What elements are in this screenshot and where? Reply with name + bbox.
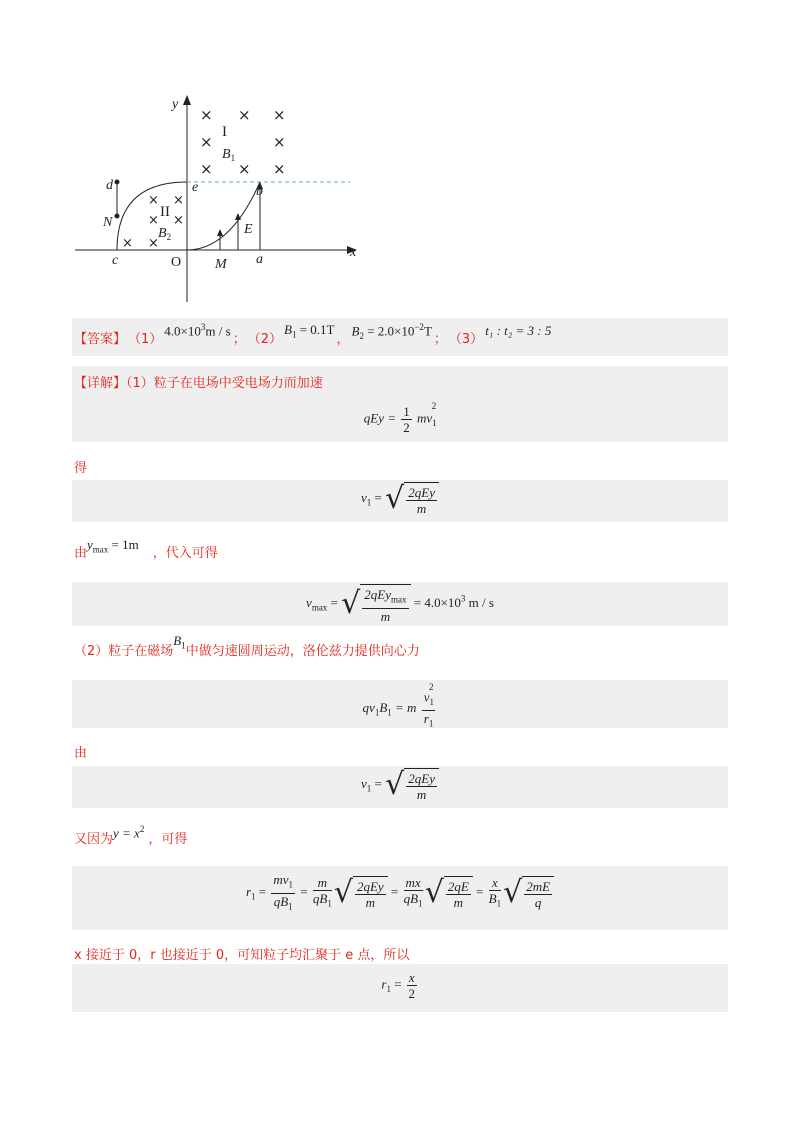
detail-text-2b: 中做匀速圆周运动，洛伦兹力提供向心力 bbox=[185, 644, 420, 659]
detail-line3: x 接近于 0，r 也接近于 0，可知粒子均汇聚于 e 点，所以 bbox=[74, 948, 410, 963]
eq-vmax: $v_{max}$ = √ $\frac{2qEy_{max}}{m}$ = $4.0\times 10^3$ m / s bbox=[306, 585, 494, 624]
detail-label: 【详解】 bbox=[74, 376, 127, 391]
eq-velocity-2: $v_1$ = √ $\frac{\text{2qEy}}{m}$ bbox=[72, 768, 728, 802]
text-dairu: ，代入可得 bbox=[152, 546, 218, 561]
detail-text-1: （1）粒子在电场中受电场力而加速 bbox=[126, 376, 323, 391]
answer-label: 【答案】 bbox=[74, 331, 127, 347]
answer-sep1: ； bbox=[232, 331, 246, 347]
cross-mark: × bbox=[148, 213, 159, 228]
text-de: 得 bbox=[74, 461, 88, 476]
cross-mark: × bbox=[238, 106, 251, 124]
label-x: x bbox=[350, 245, 357, 260]
label-M: M bbox=[215, 257, 227, 272]
cross-mark: × bbox=[273, 106, 286, 124]
cross-mark: × bbox=[122, 236, 133, 251]
text-kede: ，可得 bbox=[148, 832, 188, 847]
yx-expr: $y = x^2$ bbox=[113, 823, 145, 840]
label-c: c bbox=[112, 253, 119, 268]
answer-b2: $B_2 = 2.0\times 10^{-2}T$ bbox=[351, 321, 432, 341]
label-a: a bbox=[256, 252, 263, 267]
answer-part2: （2） bbox=[247, 331, 282, 347]
cross-mark: × bbox=[173, 193, 184, 208]
answer-velocity: $4.0\times 10^3m / s$ bbox=[164, 322, 231, 339]
eq-lorentz: $qv_1B_1 = m$ $\frac{v_1^2}{r_1}$ bbox=[362, 682, 434, 729]
physics-figure bbox=[60, 90, 380, 310]
point-d bbox=[115, 180, 120, 185]
cross-mark: × bbox=[200, 133, 213, 151]
label-e: e bbox=[192, 180, 199, 195]
answer-comma: ， bbox=[336, 331, 350, 347]
label-origin: O bbox=[171, 255, 182, 270]
answer-part1: （1） bbox=[128, 331, 163, 347]
answer-part3: （3） bbox=[448, 331, 484, 347]
text-you: 由 bbox=[74, 546, 88, 561]
cross-mark: × bbox=[238, 160, 251, 178]
eq-velocity: $v_1$ = √ $\frac{\text{2qEy}}{m}$ bbox=[72, 482, 728, 516]
label-b: b bbox=[256, 184, 263, 199]
answer-row bbox=[74, 321, 552, 350]
cross-mark: × bbox=[273, 133, 286, 151]
cross-mark: × bbox=[273, 160, 286, 178]
label-N: N bbox=[103, 215, 113, 230]
label-B1: $B_1$ bbox=[222, 147, 236, 163]
ymax-expr: $y_{max} = 1m$ bbox=[87, 537, 139, 555]
cross-mark: × bbox=[200, 106, 213, 124]
answer-sep2: ； bbox=[433, 331, 447, 347]
answer-time-ratio: t₁ : t₂ = 3 : 5 bbox=[485, 323, 552, 338]
label-y: y bbox=[172, 97, 179, 112]
region-I-crosses bbox=[200, 106, 286, 178]
detail-text-2a: （2）粒子在磁场 bbox=[74, 644, 174, 659]
eq-radius: $r_1$ = $\frac{mv_1}{qB_1}$ = $\frac{m}{qB_1}$ √ $\frac{\text{2qEy}}{m}$ = $\frac{mx}{qB_1}$ √ $\frac{2qE}{m}$ = $\frac{x}{B_1}$ √ $\frac{2mE}{q}$ bbox=[72, 872, 728, 914]
eq-energy: qEy = $\frac{1}{2}$ $mv_1^2$ bbox=[363, 401, 437, 435]
b1-inline: $B_1$ bbox=[173, 633, 186, 651]
cross-mark: × bbox=[200, 160, 213, 178]
label-region-II: II bbox=[160, 204, 170, 220]
point-N bbox=[115, 214, 120, 219]
detail-line1 bbox=[74, 372, 323, 391]
text-yx-row bbox=[74, 822, 188, 847]
eq-r-half: $r_1$ = $\frac{x}{2}$ bbox=[381, 970, 415, 1001]
text-youyin: 又因为 bbox=[74, 832, 114, 847]
detail-line2 bbox=[74, 633, 420, 659]
label-B2: $B_2$ bbox=[158, 226, 172, 242]
label-d: d bbox=[106, 178, 113, 193]
field-arrow-1-head-icon bbox=[217, 229, 223, 236]
field-arrow-2-head-icon bbox=[235, 213, 241, 220]
text-ymax-row bbox=[74, 536, 218, 561]
cross-mark: × bbox=[173, 213, 184, 228]
cross-mark: × bbox=[148, 193, 159, 208]
text-you2: 由 bbox=[74, 746, 88, 761]
answer-b1: $B_1 = 0.1T$ bbox=[283, 322, 335, 340]
label-region-I: I bbox=[222, 124, 227, 140]
cross-mark: × bbox=[148, 236, 159, 251]
y-axis-arrow-icon bbox=[183, 95, 191, 105]
label-E: E bbox=[244, 222, 253, 237]
